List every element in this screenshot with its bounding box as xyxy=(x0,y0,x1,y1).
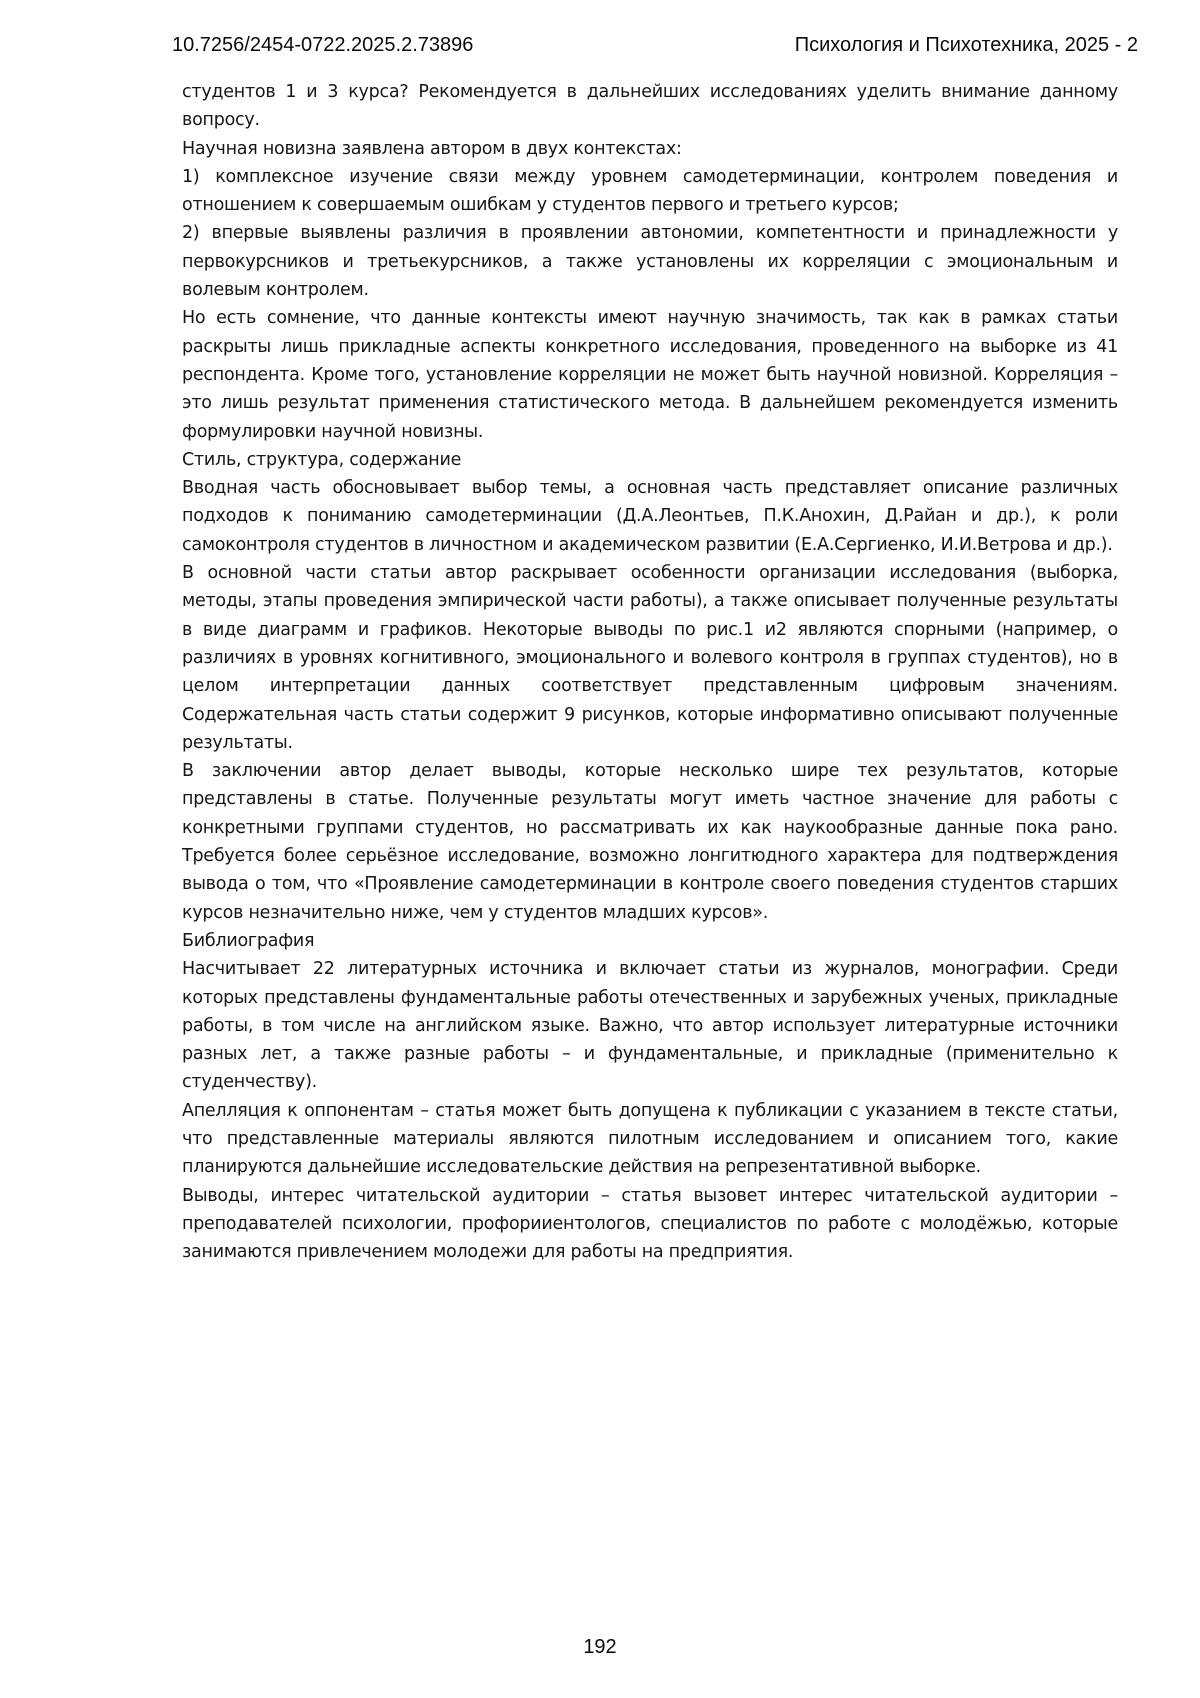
body-paragraph-section-title: Стиль, структура, содержание xyxy=(182,449,462,470)
body-paragraph: Но есть сомнение, что данные контексты имеют научную значимость, так как в рамках статьи раскрыты лишь прикладные аспекты конкретного исследования, проведенного на выборке из 41 респондента. Кроме того, установление корреляции не может быть научной новизной. Корреляция – это лишь результат применения статистического метода. В дальнейшем рекомендуется изменить формулировки научной новизны. xyxy=(182,308,1118,442)
header-journal-title: Психология и Психотехника, 2025 - 2 xyxy=(794,34,1138,56)
page-header xyxy=(172,33,1138,57)
body-paragraph: студентов 1 и 3 курса? Рекомендуется в дальнейших исследованиях уделить внимание данному вопросу. xyxy=(182,82,1118,131)
body-paragraph: Вводная часть обосновывает выбор темы, а основная часть представляет описание различных подходов к пониманию самодетерминации (Д.А.Леонтьев, П.К.Анохин, Д.Райан и др.), к роли самоконтроля студентов в личностном и академическом развитии (Е.А.Сергиенко, И.И.Ветрова и др.). xyxy=(182,478,1118,555)
body-paragraph: 2) впервые выявлены различия в проявлении автономии, компетентности и принадлежности у первокурсников и третьекурсников, а также установлены их корреляции с эмоциональным и волевым контролем. xyxy=(182,223,1118,301)
page-number: 192 xyxy=(583,1636,617,1658)
body-paragraph: Выводы, интерес читательской аудитории – статья вызовет интерес читательской аудитории – преподавателей психологии, профорииентологов, специалистов по работе с молодёжью, которые занимаются привлечением молодежи для работы на предприятия. xyxy=(182,1185,1118,1263)
body-paragraph: Научная новизна заявлена автором в двух контекстах: xyxy=(182,138,682,159)
body-paragraph: Апелляция к оппонентам – статья может быть допущена к публикации с указанием в тексте статьи, что представленные материалы являются пилотным исследованием и описанием того, какие планируются дальнейшие исследовательские действия на репрезентативной выборке. xyxy=(182,1100,1118,1178)
body-paragraph-section-title: Библиография xyxy=(182,930,315,951)
body-paragraph: В заключении автор делает выводы, которые несколько шире тех результатов, которые представлены в статье. Полученные результаты могут иметь частное значение для работы с конкретными группами студентов, но рассматривать их как наукообразные данные пока рано. Требуется более серьёзное исследование, возможно лонгитюдного характера для подтверждения вывода о том, что «Проявление самодетерминации в контроле своего поведения студентов старших курсов незначительно ниже, чем у студентов младших курсов». xyxy=(182,761,1118,923)
review-text xyxy=(182,78,1118,1266)
header-doi: 10.7256/2454-0722.2025.2.73896 xyxy=(172,34,474,56)
body-paragraph: Насчитывает 22 литературных источника и включает статьи из журналов, монографии. Среди которых представлены фундаментальные работы отечественных и зарубежных ученых, прикладные работы, в том числе на английском языке. Важно, что автор использует литературные источники разных лет, а также разные работы – и фундаментальные, и прикладные (применительно к студенчеству). xyxy=(182,959,1118,1093)
body-paragraph: В основной части статьи автор раскрывает особенности организации исследования (выборка, методы, этапы проведения эмпирической части работы), а также описывает полученные результаты в виде диаграмм и графиков. Некоторые выводы по рис.1 и2 являются спорными (например, о различиях в уровнях когнитивного, эмоционального и волевого контроля в группах студентов), но в целом интерпретации данных соответствует представленным цифровым значениям. Содержательная часть статьи содержит 9 рисунков, которые информативно описывают полученные результаты. xyxy=(182,563,1118,753)
body-paragraph: 1) комплексное изучение связи между уровнем самодетерминации, контролем поведения и отношением к совершаемым ошибкам у студентов первого и третьего курсов; xyxy=(182,166,1118,216)
